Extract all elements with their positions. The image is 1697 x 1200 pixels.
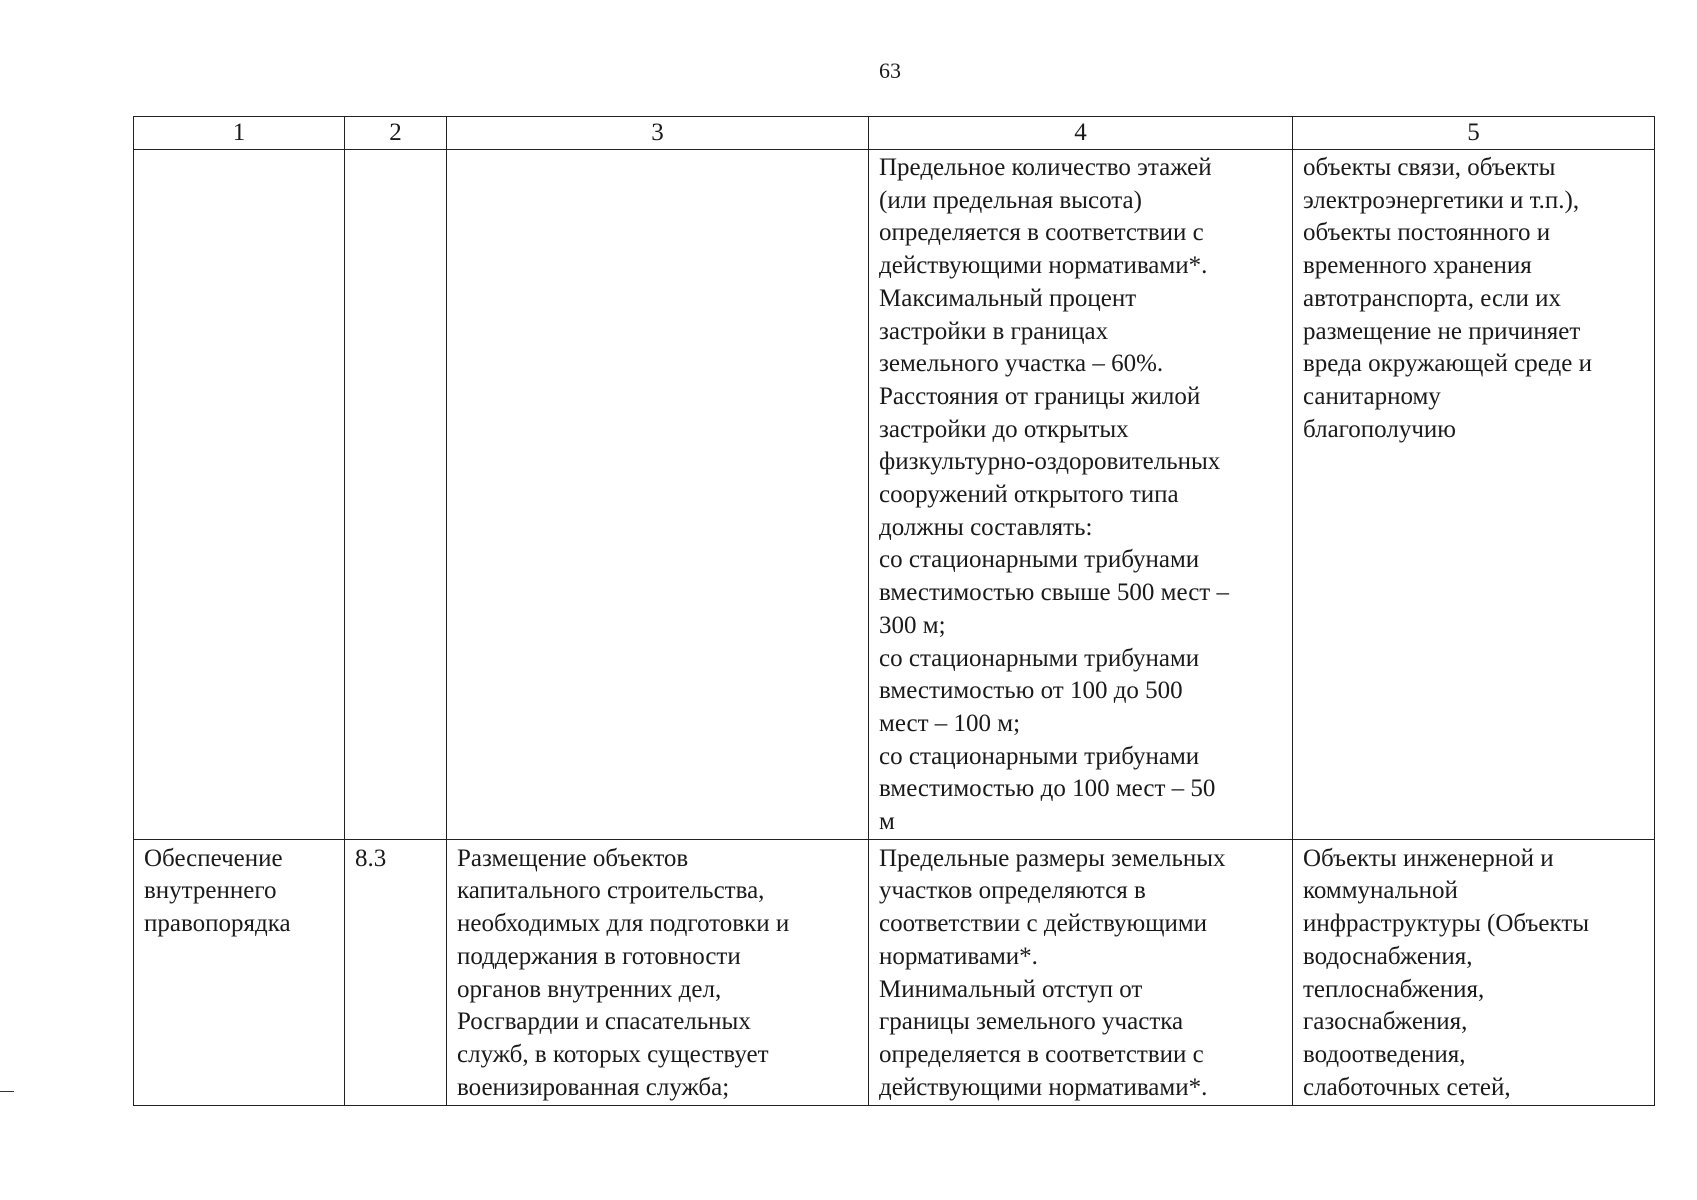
cell-parameters: Предельные размеры земельных участков определяются в соответствии с действующими нормативами*. Минимальный отступ от границы земельного участка определяется в соответствии с действующими нормативами*. xyxy=(869,839,1293,1105)
page-number: 63 xyxy=(879,58,901,83)
cell-code: 8.3 xyxy=(345,839,447,1105)
cell-description xyxy=(447,150,869,840)
cell-use-type xyxy=(134,150,345,840)
table-row xyxy=(134,150,1655,840)
cell-use-type: Обеспечение внутреннего правопорядка xyxy=(134,839,345,1105)
header-cell-4: 4 xyxy=(869,117,1293,150)
cell-auxiliary-uses: Объекты инженерной и коммунальной инфраструктуры (Объекты водоснабжения, теплоснабжения, газоснабжения, водоотведения, слаботочных сетей, xyxy=(1293,839,1655,1105)
cell-code xyxy=(345,150,447,840)
land-use-table xyxy=(133,116,1655,1106)
cell-parameters: Предельное количество этажей (или предельная высота) определяется в соответствии с действующими нормативами*. Максимальный процент застройки в границах земельного участка – 60%. Расстояния от границы жилой застройки до открытых физкультурно-оздоровительных сооружений открытого типа должны составлять: со стационарными трибунами вместимостью свыше 500 мест – 300 м; со стационарными трибунами вместимостью от 100 до 500 мест – 100 м; со стационарными трибунами вместимостью до 100 мест – 50 м xyxy=(869,150,1293,840)
cell-auxiliary-uses: объекты связи, объекты электроэнергетики и т.п.), объекты постоянного и временного хранения автотранспорта, если их размещение не причиняет вреда окружающей среде и санитарному благополучию xyxy=(1293,150,1655,840)
cell-description: Размещение объектов капитального строительства, необходимых для подготовки и поддержания в готовности органов внутренних дел, Росгвардии и спасательных служб, в которых существует военизированная служба; xyxy=(447,839,869,1105)
table-header-row xyxy=(134,117,1655,150)
header-cell-2: 2 xyxy=(345,117,447,150)
margin-mark xyxy=(0,1091,14,1092)
header-cell-3: 3 xyxy=(447,117,869,150)
header-cell-1: 1 xyxy=(134,117,345,150)
table-row xyxy=(134,839,1655,1105)
header-cell-5: 5 xyxy=(1293,117,1655,150)
